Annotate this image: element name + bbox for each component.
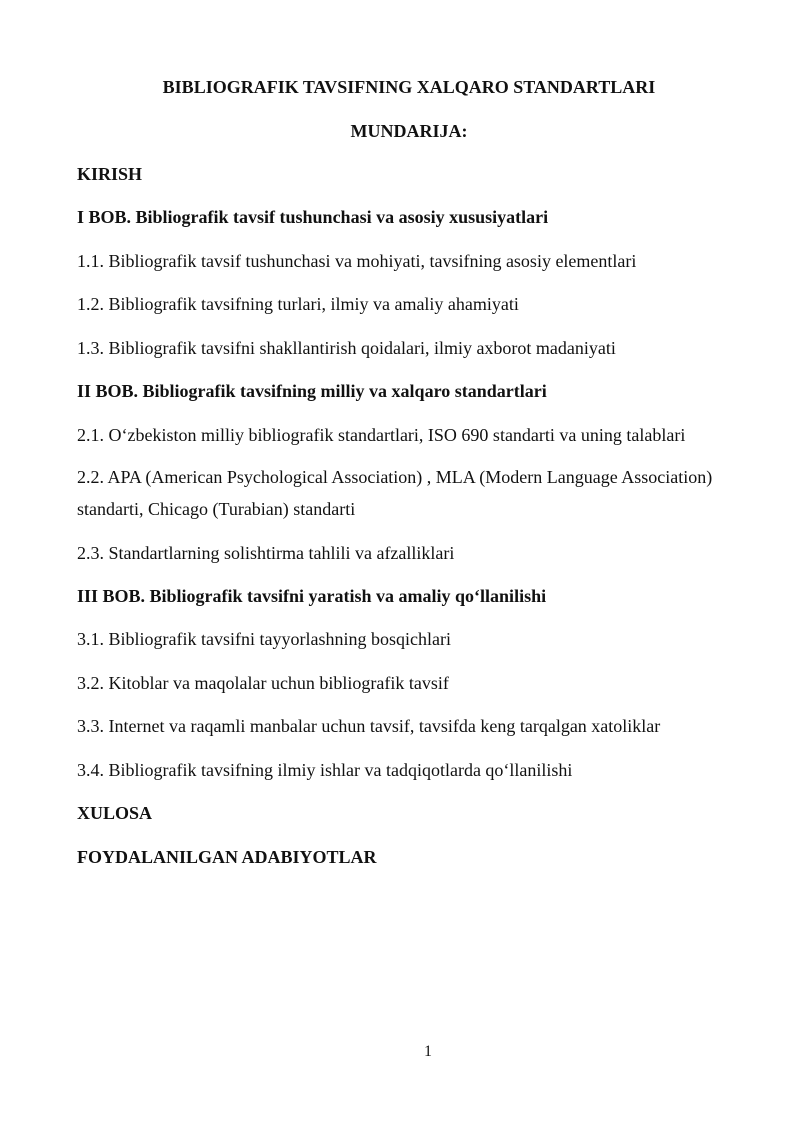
toc-chapter-2: II BOB. Bibliografik tavsifning milliy va xalqaro standartlari	[77, 381, 547, 401]
toc-chapter-1: I BOB. Bibliografik tavsif tushunchasi va asosiy xususiyatlari	[77, 207, 549, 227]
toc-section-2-3: 2.3. Standartlarning solishtirma tahlili va afzalliklari	[77, 543, 455, 563]
toc-entry-references: FOYDALANILGAN ADABIYOTLAR	[77, 847, 377, 867]
toc-entry-kirish: KIRISH	[77, 164, 143, 184]
toc-heading: MUNDARIJA:	[350, 121, 468, 141]
toc-section-3-2: 3.2. Kitoblar va maqolalar uchun bibliografik tavsif	[77, 673, 449, 693]
toc-entry-xulosa: XULOSA	[77, 803, 153, 823]
page-number: 1	[424, 1043, 432, 1060]
toc-chapter-3: III BOB. Bibliografik tavsifni yaratish va amaliy qo‘llanilishi	[77, 586, 547, 606]
document-title: BIBLIOGRAFIK TAVSIFNING XALQARO STANDARTLARI	[162, 77, 656, 97]
toc-section-3-1: 3.1. Bibliografik tavsifni tayyorlashning bosqichlari	[77, 629, 451, 649]
toc-section-1-3: 1.3. Bibliografik tavsifni shakllantirish qoidalari, ilmiy axborot madaniyati	[77, 338, 616, 358]
toc-section-1-2: 1.2. Bibliografik tavsifning turlari, ilmiy va amaliy ahamiyati	[77, 294, 519, 314]
toc-section-1-1: 1.1. Bibliografik tavsif tushunchasi va mohiyati, tavsifning asosiy elementlari	[77, 251, 637, 271]
toc-section-2-2: 2.2. APA (American Psychological Association) , MLA (Modern Language Association) standarti, Chicago (Turabian) standarti	[77, 467, 713, 519]
toc-section-3-4: 3.4. Bibliografik tavsifning ilmiy ishlar va tadqiqotlarda qo‘llanilishi	[77, 760, 573, 780]
toc-section-2-1: 2.1. O‘zbekiston milliy bibliografik standartlari, ISO 690 standarti va uning talablari	[77, 425, 686, 445]
toc-section-3-3: 3.3. Internet va raqamli manbalar uchun tavsif, tavsifda keng tarqalgan xatoliklar	[77, 716, 661, 736]
